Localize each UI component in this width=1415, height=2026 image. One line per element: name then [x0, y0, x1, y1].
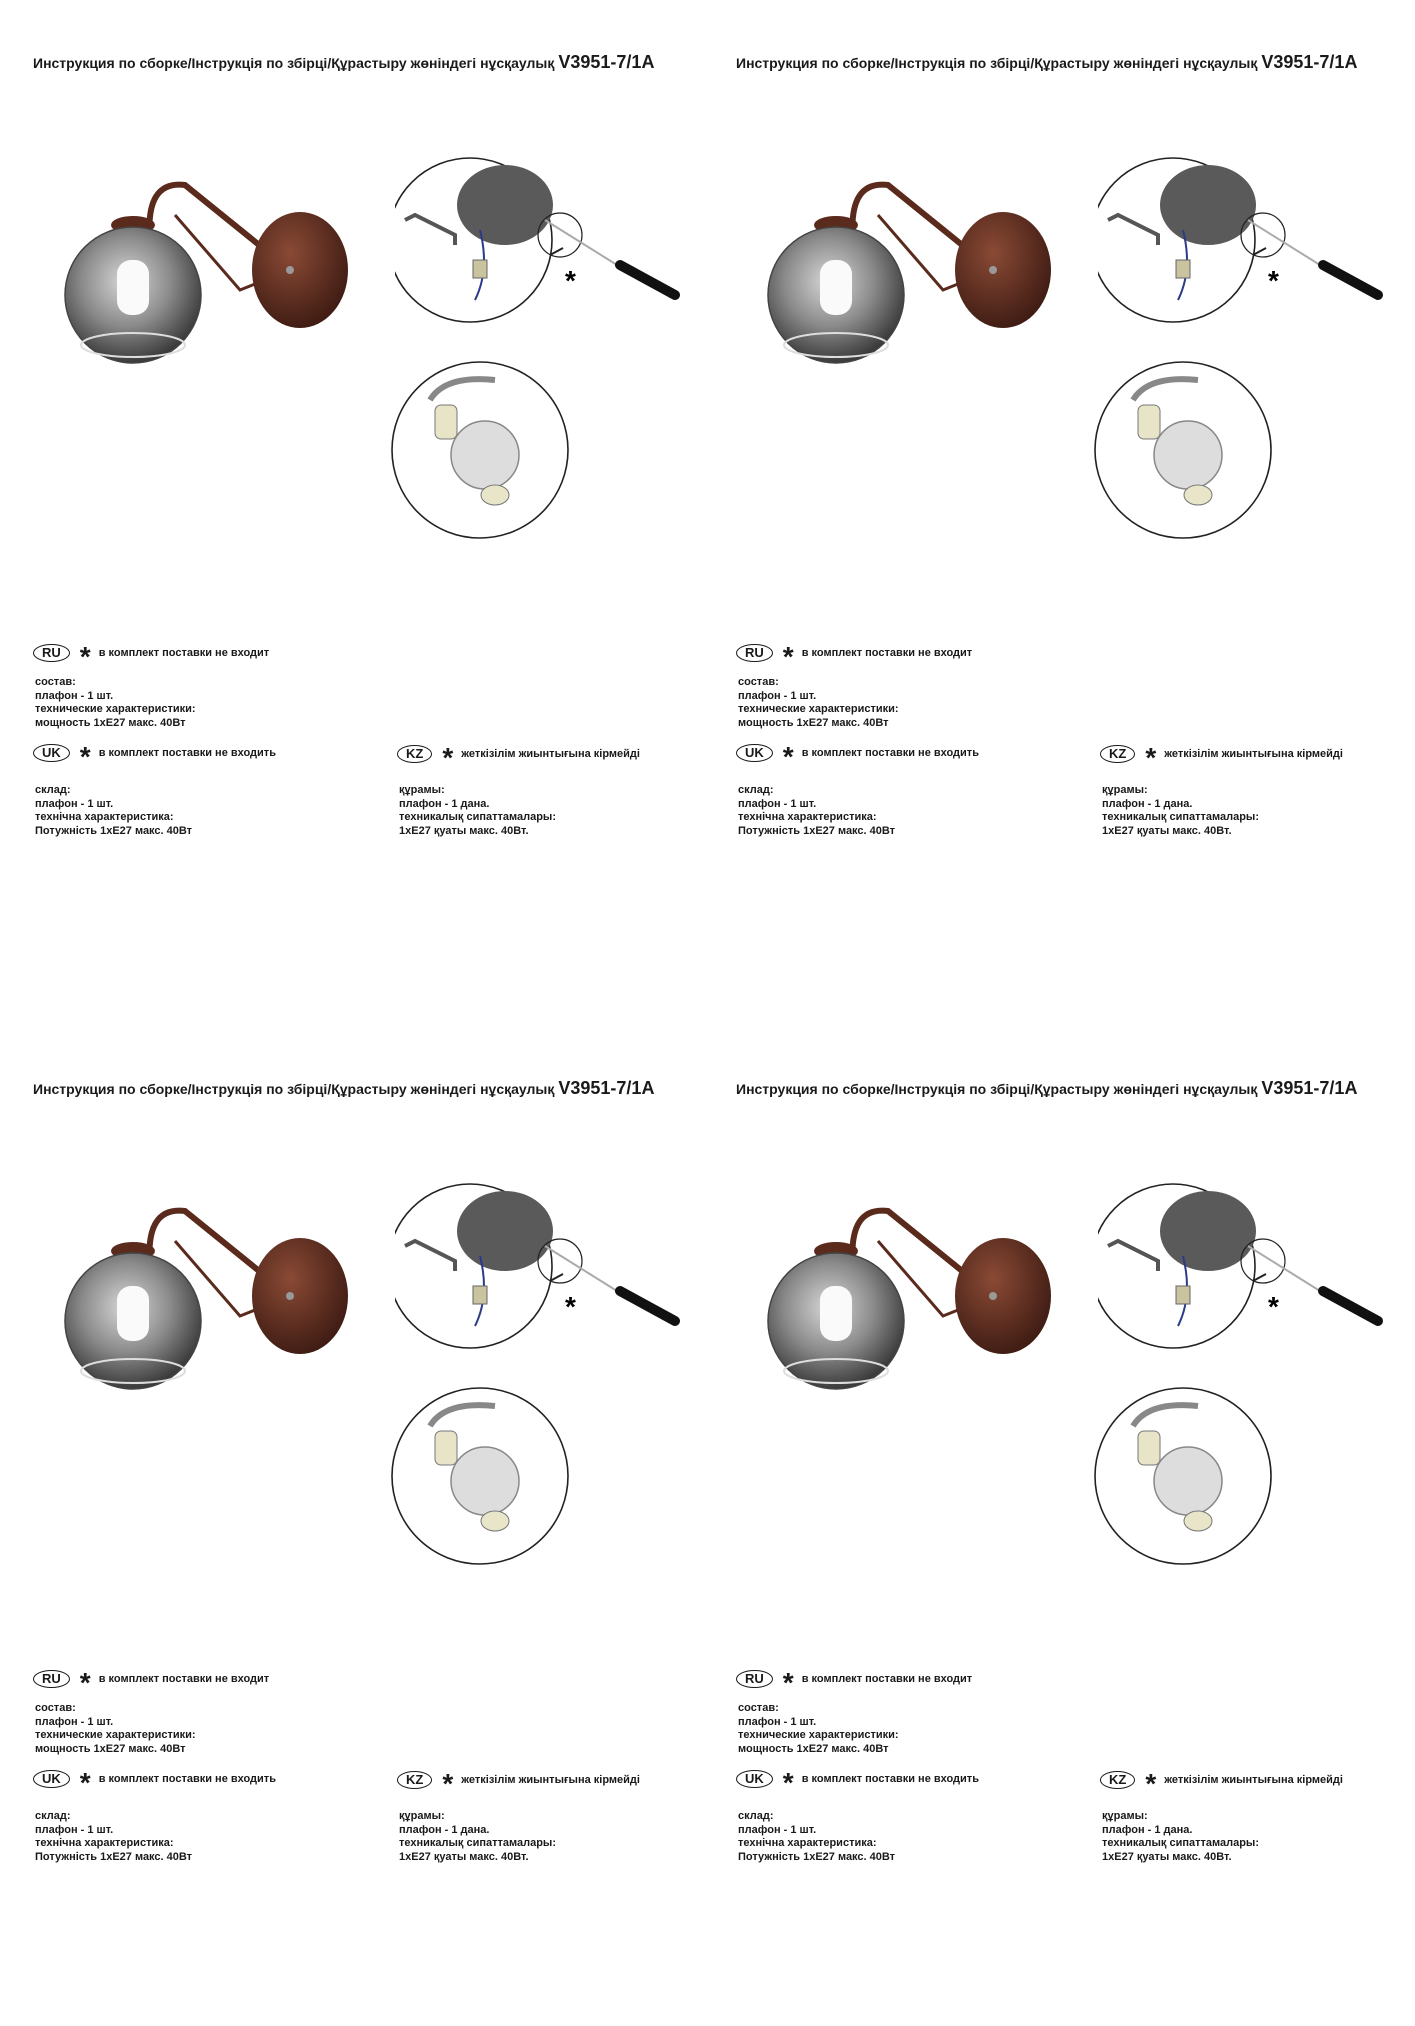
- wall-lamp-illustration: [55, 175, 375, 425]
- ru-not-included-note: в комплект поставки не входит: [801, 1673, 973, 1685]
- not-included-mark: *: [1268, 1291, 1279, 1322]
- instruction-card-bottom-left: [0, 1026, 700, 2026]
- uk-specifications: [35, 784, 192, 838]
- title-text: Инструкция по сборке/Інструкція по збірці/Құрастыру жөніндегі нұсқаулық: [736, 55, 1258, 71]
- spec-line: Потужність 1xE27 макс. 40Вт: [35, 824, 193, 837]
- spec-line: технічна характеристика:: [35, 811, 174, 823]
- spec-line: Потужність 1xE27 макс. 40Вт: [35, 1850, 193, 1863]
- spec-line: технічна характеристика:: [738, 811, 877, 823]
- shade-install-detail-diagram: [385, 355, 575, 545]
- spec-line: техникалық сипаттамалары:: [399, 811, 556, 823]
- spec-line: 1xE27 қуаты макс. 40Вт.: [1102, 1850, 1232, 1863]
- title-text: Инструкция по сборке/Інструкція по збірці/Құрастыру жөніндегі нұсқаулық: [736, 1081, 1258, 1097]
- asterisk-icon: *: [442, 742, 454, 773]
- spec-line: мощность 1xE27 макс. 40Вт: [35, 716, 186, 729]
- uk-not-included-note: в комплект поставки не входить: [98, 1773, 276, 1785]
- model-number: V3951-7/1A: [558, 52, 655, 72]
- title-text: Инструкция по сборке/Інструкція по збірці/Құрастыру жөніндегі нұсқаулық: [33, 1081, 555, 1097]
- spec-line: склад:: [738, 784, 774, 796]
- kz-specifications: [399, 1810, 556, 1864]
- spec-line: плафон - 1 шт.: [738, 1715, 817, 1728]
- spec-line: құрамы:: [1102, 1810, 1148, 1822]
- asterisk-icon: *: [79, 1767, 91, 1798]
- kz-not-included-note: жеткізілім жиынтығына кірмейді: [461, 748, 640, 760]
- instruction-card-top-left: [0, 0, 700, 1000]
- model-number: V3951-7/1A: [1261, 52, 1358, 72]
- ru-specifications: [738, 1702, 899, 1756]
- shade-install-detail-diagram: [1088, 355, 1278, 545]
- spec-line: плафон - 1 шт.: [738, 689, 817, 702]
- kz-language-badge: KZ: [397, 745, 432, 763]
- spec-line: склад:: [35, 1810, 71, 1822]
- wall-lamp-illustration: [55, 1201, 375, 1451]
- asterisk-icon: *: [782, 1667, 794, 1698]
- asterisk-icon: *: [79, 741, 91, 772]
- spec-line: технічна характеристика:: [35, 1837, 174, 1849]
- ceiling-mount-detail-diagram: [1098, 150, 1388, 330]
- spec-line: техникалық сипаттамалары:: [1102, 1837, 1259, 1849]
- spec-line: мощность 1xE27 макс. 40Вт: [738, 716, 889, 729]
- spec-line: Потужність 1xE27 макс. 40Вт: [738, 824, 896, 837]
- ru-not-included-note: в комплект поставки не входит: [98, 1673, 270, 1685]
- uk-language-badge: UK: [736, 744, 773, 762]
- asterisk-icon: *: [1145, 1768, 1157, 1799]
- title-text: Инструкция по сборке/Інструкція по збірці/Құрастыру жөніндегі нұсқаулық: [33, 55, 555, 71]
- shade-install-detail-diagram: [1088, 1381, 1278, 1571]
- model-number: V3951-7/1A: [1261, 1078, 1358, 1098]
- instruction-card-top-right: [703, 0, 1403, 1000]
- spec-line: плафон - 1 шт.: [35, 1823, 114, 1836]
- wall-lamp-illustration: [758, 175, 1078, 425]
- uk-language-badge: UK: [33, 1770, 70, 1788]
- spec-line: плафон - 1 шт.: [738, 1823, 817, 1836]
- instruction-title: [736, 1078, 1357, 1099]
- asterisk-icon: *: [442, 1768, 454, 1799]
- spec-line: құрамы:: [399, 1810, 445, 1822]
- asterisk-icon: *: [782, 641, 794, 672]
- ceiling-mount-detail-diagram: [395, 1176, 685, 1356]
- ru-language-badge: RU: [736, 1670, 773, 1688]
- ru-language-badge: RU: [33, 644, 70, 662]
- spec-line: технические характеристики:: [738, 703, 899, 715]
- ru-specifications: [35, 1702, 196, 1756]
- uk-specifications: [35, 1810, 192, 1864]
- spec-line: плафон - 1 дана.: [1102, 797, 1193, 810]
- ceiling-mount-detail-diagram: [395, 150, 685, 330]
- ru-not-included-note: в комплект поставки не входит: [98, 647, 270, 659]
- spec-line: плафон - 1 шт.: [35, 797, 114, 810]
- spec-line: 1xE27 қуаты макс. 40Вт.: [1102, 824, 1232, 837]
- spec-line: плафон - 1 дана.: [399, 1823, 490, 1836]
- kz-specifications: [1102, 1810, 1259, 1864]
- kz-not-included-note: жеткізілім жиынтығына кірмейді: [1164, 748, 1343, 760]
- uk-language-badge: UK: [33, 744, 70, 762]
- instruction-card-bottom-right: [703, 1026, 1403, 2026]
- ru-specifications: [35, 676, 196, 730]
- asterisk-icon: *: [1145, 742, 1157, 773]
- spec-line: құрамы:: [399, 784, 445, 796]
- spec-line: Потужність 1xE27 макс. 40Вт: [738, 1850, 896, 1863]
- spec-line: технические характеристики:: [35, 703, 196, 715]
- uk-language-badge: UK: [736, 1770, 773, 1788]
- spec-line: состав:: [738, 676, 779, 688]
- uk-specifications: [738, 784, 895, 838]
- instruction-title: [736, 52, 1357, 73]
- instruction-title: [33, 52, 654, 73]
- spec-line: 1xE27 қуаты макс. 40Вт.: [399, 1850, 529, 1863]
- spec-line: мощность 1xE27 макс. 40Вт: [738, 1742, 889, 1755]
- uk-not-included-note: в комплект поставки не входить: [801, 1773, 979, 1785]
- spec-line: плафон - 1 дана.: [1102, 1823, 1193, 1836]
- uk-not-included-note: в комплект поставки не входить: [98, 747, 276, 759]
- kz-language-badge: KZ: [1100, 1771, 1135, 1789]
- spec-line: техникалық сипаттамалары:: [1102, 811, 1259, 823]
- spec-line: құрамы:: [1102, 784, 1148, 796]
- spec-line: плафон - 1 шт.: [738, 797, 817, 810]
- spec-line: склад:: [35, 784, 71, 796]
- shade-install-detail-diagram: [385, 1381, 575, 1571]
- ru-language-badge: RU: [33, 1670, 70, 1688]
- instruction-title: [33, 1078, 654, 1099]
- uk-not-included-note: в комплект поставки не входить: [801, 747, 979, 759]
- spec-line: состав:: [35, 1702, 76, 1714]
- spec-line: плафон - 1 шт.: [35, 1715, 114, 1728]
- ru-not-included-note: в комплект поставки не входит: [801, 647, 973, 659]
- not-included-mark: *: [565, 1291, 576, 1322]
- spec-line: технические характеристики:: [35, 1729, 196, 1741]
- kz-specifications: [1102, 784, 1259, 838]
- spec-line: техникалық сипаттамалары:: [399, 1837, 556, 1849]
- spec-line: склад:: [738, 1810, 774, 1822]
- spec-line: технічна характеристика:: [738, 1837, 877, 1849]
- not-included-mark: *: [565, 265, 576, 296]
- ceiling-mount-detail-diagram: [1098, 1176, 1388, 1356]
- asterisk-icon: *: [782, 1767, 794, 1798]
- spec-line: плафон - 1 шт.: [35, 689, 114, 702]
- spec-line: состав:: [738, 1702, 779, 1714]
- not-included-mark: *: [1268, 265, 1279, 296]
- ru-language-badge: RU: [736, 644, 773, 662]
- kz-not-included-note: жеткізілім жиынтығына кірмейді: [461, 1774, 640, 1786]
- kz-specifications: [399, 784, 556, 838]
- spec-line: мощность 1xE27 макс. 40Вт: [35, 1742, 186, 1755]
- ru-specifications: [738, 676, 899, 730]
- model-number: V3951-7/1A: [558, 1078, 655, 1098]
- spec-line: плафон - 1 дана.: [399, 797, 490, 810]
- kz-language-badge: KZ: [397, 1771, 432, 1789]
- wall-lamp-illustration: [758, 1201, 1078, 1451]
- asterisk-icon: *: [782, 741, 794, 772]
- kz-not-included-note: жеткізілім жиынтығына кірмейді: [1164, 1774, 1343, 1786]
- uk-specifications: [738, 1810, 895, 1864]
- spec-line: технические характеристики:: [738, 1729, 899, 1741]
- asterisk-icon: *: [79, 641, 91, 672]
- spec-line: состав:: [35, 676, 76, 688]
- kz-language-badge: KZ: [1100, 745, 1135, 763]
- spec-line: 1xE27 қуаты макс. 40Вт.: [399, 824, 529, 837]
- asterisk-icon: *: [79, 1667, 91, 1698]
